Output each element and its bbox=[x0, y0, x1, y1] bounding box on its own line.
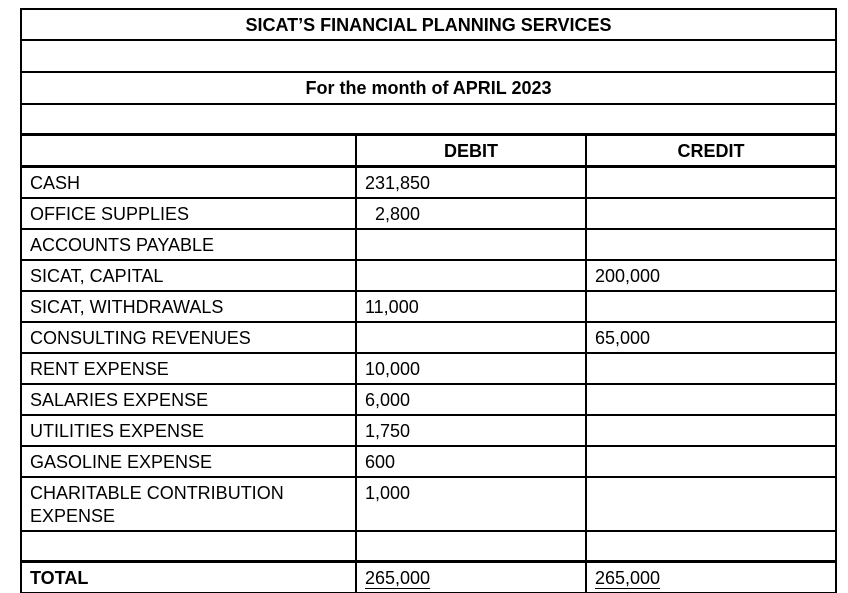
empty-cell bbox=[21, 104, 836, 134]
table-row-salaries-expense bbox=[21, 384, 836, 415]
credit-value-cell bbox=[586, 446, 836, 477]
account-name-cell: CHARITABLE CONTRIBUTION EXPENSE bbox=[21, 477, 356, 531]
total-debit-value: 265,000 bbox=[365, 568, 431, 588]
empty-cell bbox=[586, 531, 836, 562]
empty-cell bbox=[356, 531, 586, 562]
credit-value-cell bbox=[586, 415, 836, 446]
account-column-header bbox=[21, 134, 356, 166]
report-title bbox=[21, 40, 836, 72]
credit-value-cell bbox=[586, 384, 836, 415]
total-row bbox=[21, 562, 836, 593]
debit-value-cell: 1,000 bbox=[356, 477, 586, 531]
table-row-gasoline-expense bbox=[21, 446, 836, 477]
spacer-row-top bbox=[21, 104, 836, 134]
credit-value-cell bbox=[586, 229, 836, 260]
credit-value-cell bbox=[586, 291, 836, 322]
account-name-cell: CASH bbox=[21, 166, 356, 198]
table-row-consulting-revenues bbox=[21, 322, 836, 353]
debit-value-cell: 231,850 bbox=[356, 166, 586, 198]
debit-value-cell: 1,750 bbox=[356, 415, 586, 446]
table-row-office-supplies bbox=[21, 198, 836, 229]
table-row-sicat-withdrawals bbox=[21, 291, 836, 322]
column-header-row bbox=[21, 134, 836, 166]
account-name-cell: CONSULTING REVENUES bbox=[21, 322, 356, 353]
credit-value-cell bbox=[586, 477, 836, 531]
account-name-cell: UTILITIES EXPENSE bbox=[21, 415, 356, 446]
table-row-accounts-payable bbox=[21, 229, 836, 260]
account-name-cell: SALARIES EXPENSE bbox=[21, 384, 356, 415]
credit-value-cell bbox=[586, 353, 836, 384]
credit-value-cell bbox=[586, 166, 836, 198]
account-name-cell: SICAT, WITHDRAWALS bbox=[21, 291, 356, 322]
credit-column-header: CREDIT bbox=[586, 134, 836, 166]
report-title-row bbox=[21, 40, 836, 72]
table-row-rent-expense bbox=[21, 353, 836, 384]
account-name-cell: SICAT, CAPITAL bbox=[21, 260, 356, 291]
debit-value-cell: 11,000 bbox=[356, 291, 586, 322]
debit-column-header: DEBIT bbox=[356, 134, 586, 166]
company-name-row bbox=[21, 9, 836, 40]
total-label-cell: TOTAL bbox=[21, 562, 356, 593]
account-name-cell: GASOLINE EXPENSE bbox=[21, 446, 356, 477]
report-period: For the month of APRIL 2023 bbox=[21, 72, 836, 104]
total-credit-cell bbox=[586, 562, 836, 593]
trial-balance-table bbox=[20, 8, 837, 593]
table-row-utilities-expense bbox=[21, 415, 836, 446]
table-row-cash bbox=[21, 166, 836, 198]
debit-value-cell: 10,000 bbox=[356, 353, 586, 384]
credit-value-cell: 65,000 bbox=[586, 322, 836, 353]
total-credit-value: 265,000 bbox=[595, 568, 661, 588]
debit-value-cell: 6,000 bbox=[356, 384, 586, 415]
account-name-cell: OFFICE SUPPLIES bbox=[21, 198, 356, 229]
report-period-row bbox=[21, 72, 836, 104]
credit-value-cell: 200,000 bbox=[586, 260, 836, 291]
empty-cell bbox=[21, 531, 356, 562]
debit-value-cell: 600 bbox=[356, 446, 586, 477]
company-name: SICAT’S FINANCIAL PLANNING SERVICES bbox=[21, 9, 836, 40]
account-name-cell: RENT EXPENSE bbox=[21, 353, 356, 384]
account-name-cell: ACCOUNTS PAYABLE bbox=[21, 229, 356, 260]
debit-value-cell: 2,800 bbox=[356, 198, 586, 229]
total-debit-cell bbox=[356, 562, 586, 593]
spacer-row-bottom bbox=[21, 531, 836, 562]
debit-value-cell bbox=[356, 229, 586, 260]
table-row-sicat-capital bbox=[21, 260, 836, 291]
credit-value-cell bbox=[586, 198, 836, 229]
debit-value-cell bbox=[356, 322, 586, 353]
table-row-charitable-contribution-expense bbox=[21, 477, 836, 531]
debit-value-cell bbox=[356, 260, 586, 291]
